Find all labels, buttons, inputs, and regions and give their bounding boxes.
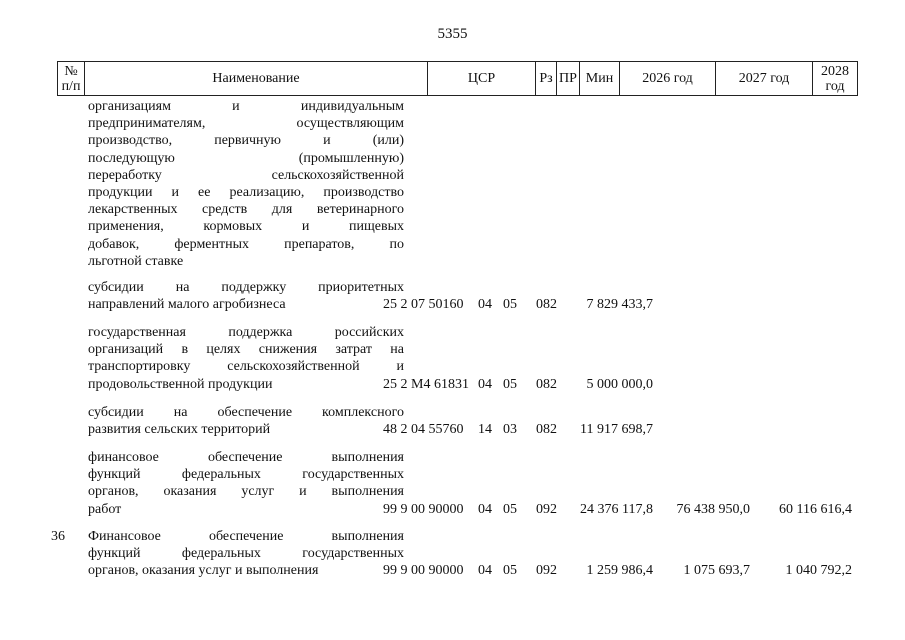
rz-code: 14: [478, 422, 492, 438]
value-2028: 60 116 616,4: [779, 501, 852, 517]
row-name: [88, 449, 404, 518]
row-name: [88, 98, 404, 270]
row-name-line: транспортировку сельскохозяйственной и: [88, 359, 404, 375]
min-code: 082: [536, 297, 557, 313]
row-name-line: субсидии на поддержку приоритетных: [88, 280, 404, 295]
value-2026: 5 000 000,0: [586, 376, 653, 392]
header-name: Наименование: [85, 62, 428, 95]
header-rz: Рз: [536, 62, 557, 95]
row-name-line: продукции и ее реализацию, производство: [88, 185, 404, 201]
pr-code: 05: [503, 376, 517, 392]
row-name-line: органов, оказания услуг и выполнения: [88, 563, 319, 579]
page-number: 5355: [437, 26, 468, 42]
row-name-line: направлений малого агробизнеса: [88, 297, 286, 313]
value-2026: 24 376 117,8: [580, 501, 653, 517]
value-2028: 1 040 792,2: [785, 563, 852, 579]
row-name-line: функций федеральных государственных: [88, 546, 404, 562]
csr-code: 99 9 00 90000: [383, 501, 464, 517]
row-name-line: функций федеральных государственных: [88, 467, 404, 483]
pr-code: 05: [503, 297, 517, 313]
row-name-line: организаций в целях снижения затрат на: [88, 342, 404, 358]
row-name-line: работ: [88, 501, 122, 517]
row-name-line: органов, оказания услуг и выполнения: [88, 484, 404, 500]
row-name-line: Финансовое обеспечение выполнения: [88, 529, 404, 544]
min-code: 092: [536, 563, 557, 579]
row-name-line: добавок, ферментных препаратов, по: [88, 236, 404, 252]
table-header: [57, 61, 858, 96]
csr-code: 25 2 07 50160: [383, 297, 464, 313]
row-name-line: государственная поддержка российских: [88, 325, 404, 340]
row-name-line: финансовое обеспечение выполнения: [88, 450, 404, 465]
csr-code: 99 9 00 90000: [383, 563, 464, 579]
row-name: [88, 404, 404, 438]
value-2026: 1 259 986,4: [586, 563, 653, 579]
row-name-line: применения, кормовых и пищевых: [88, 219, 404, 235]
value-2027: 1 075 693,7: [683, 563, 750, 579]
row-name-line: льготной ставке: [88, 253, 184, 269]
csr-code: 48 2 04 55760: [383, 422, 464, 438]
row-name-line: лекарственных средств для ветеринарного: [88, 202, 404, 218]
row-name: [88, 279, 404, 313]
csr-code: 25 2 М4 61831: [383, 376, 469, 392]
row-name-line: развития сельских территорий: [88, 422, 271, 438]
header-2026: 2026 год: [620, 62, 716, 95]
rz-code: 04: [478, 297, 492, 313]
header-2028: 2028 год: [821, 63, 849, 94]
row-name: [88, 528, 404, 580]
row-name-line: предпринимателям, осуществляющим: [88, 116, 404, 132]
value-2026: 7 829 433,7: [586, 297, 653, 313]
min-code: 092: [536, 501, 557, 517]
min-code: 082: [536, 376, 557, 392]
rz-code: 04: [478, 501, 492, 517]
row-name-line: организациям и индивидуальным: [88, 99, 404, 114]
rz-code: 04: [478, 563, 492, 579]
pr-code: 03: [503, 422, 517, 438]
header-min: Мин: [580, 62, 620, 95]
row-name-line: последующую (промышленную): [88, 150, 404, 166]
header-num: № п/п: [58, 62, 85, 95]
row-number: 36: [51, 529, 65, 544]
value-2026: 11 917 698,7: [580, 422, 653, 438]
min-code: 082: [536, 422, 557, 438]
row-name: [88, 324, 404, 393]
header-pr: ПР: [557, 62, 580, 95]
row-name-line: продовольственной продукции: [88, 376, 273, 392]
pr-code: 05: [503, 501, 517, 517]
value-2027: 76 438 950,0: [676, 501, 750, 517]
row-name-line: переработку сельскохозяйственной: [88, 167, 404, 183]
pr-code: 05: [503, 563, 517, 579]
row-name-line: субсидии на обеспечение комплексного: [88, 405, 404, 420]
rz-code: 04: [478, 376, 492, 392]
row-name-line: производство, первичную и (или): [88, 133, 404, 149]
header-2027: 2027 год: [716, 62, 813, 95]
header-csr: ЦСР: [428, 62, 536, 95]
